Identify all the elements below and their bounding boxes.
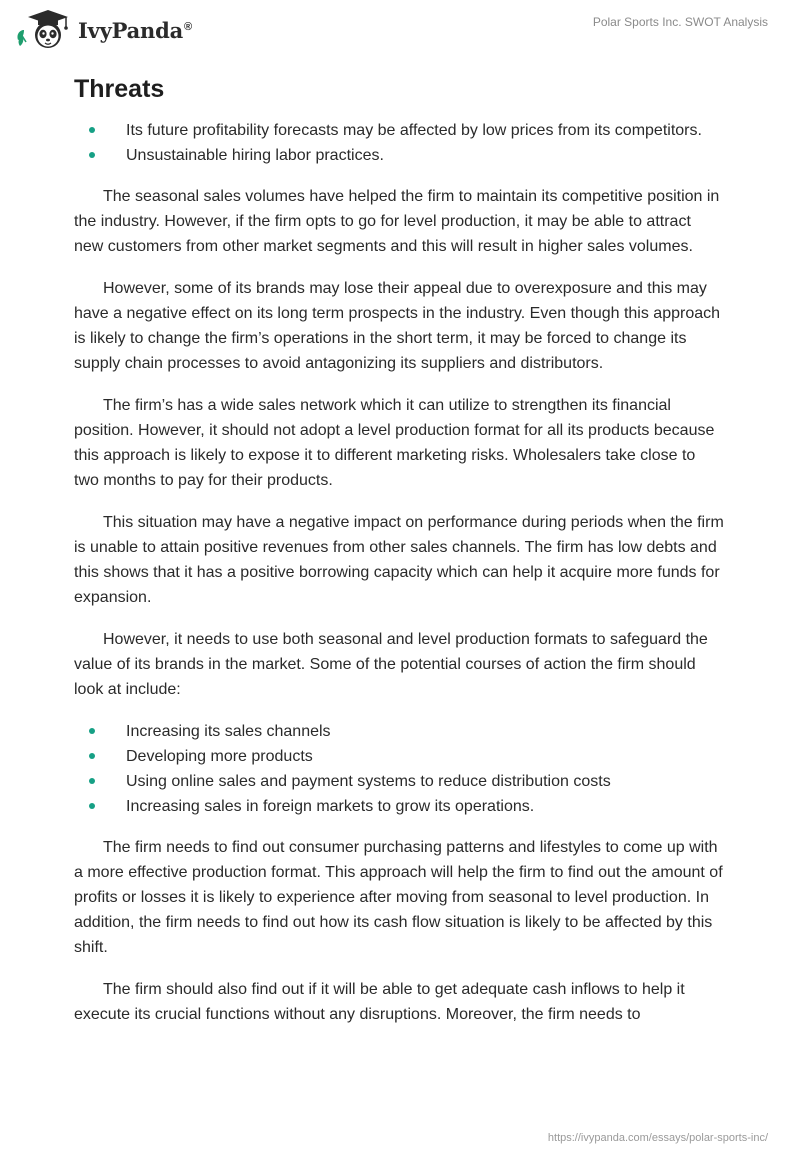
- panda-graduation-cap-icon: [14, 8, 74, 50]
- source-url[interactable]: https://ivypanda.com/essays/polar-sports-inc/: [547, 1132, 768, 1144]
- list-item: Increasing sales in foreign markets to grow its operations.: [74, 794, 724, 819]
- essay-content: [74, 72, 724, 1027]
- bullet-icon: [89, 728, 95, 734]
- paragraph: This situation may have a negative impact on performance during periods when the firm is unable to attain positive revenues from other sales channels. The firm has low debts and this shows that it has a positive borrowing capacity which can help it acquire more funds for expansion.: [74, 514, 724, 606]
- list-item: Developing more products: [74, 744, 724, 769]
- paragraph: However, it needs to use both seasonal and level production formats to safeguard the value of its brands in the market. Some of the potential courses of action the firm should look at include:: [74, 631, 708, 698]
- bullet-icon: [89, 127, 95, 133]
- registered-mark: ®: [184, 20, 192, 33]
- bullet-icon: [89, 778, 95, 784]
- actions-list: [74, 719, 724, 819]
- paragraph: The firm needs to find out consumer purchasing patterns and lifestyles to come up with a more effective production format. This approach will help the firm to find out the amount of profits or losses it is likely to experience after moving from seasonal to level production. In addition, the firm needs to find out how its cash flow situation is likely to be affected by this shift.: [74, 839, 723, 956]
- list-item: Unsustainable hiring labor practices.: [74, 143, 724, 168]
- bullet-icon: [89, 753, 95, 759]
- threats-list: [74, 118, 724, 168]
- list-item: Increasing its sales channels: [74, 719, 724, 744]
- page-header: [0, 0, 800, 70]
- paragraph: The firm’s has a wide sales network which it can utilize to strengthen its financial position. However, it should not adopt a level production format for all its products because this approach is likely to expose it to different marketing risks. Wholesalers take close to two months to pay for their products.: [74, 397, 715, 489]
- paragraph: However, some of its brands may lose their appeal due to overexposure and this may have a negative effect on its long term prospects in the industry. Even though this approach is likely to change the firm’s operations in the short term, it may be forced to change its supply chain processes to avoid antagonizing its suppliers and distributors.: [74, 280, 721, 372]
- paragraph: The firm should also find out if it will be able to get adequate cash inflows to help it execute its crucial functions without any disruptions. Moreover, the firm needs to: [74, 981, 685, 1023]
- logo-wordmark: IvyPanda®: [78, 17, 192, 43]
- document-title: Polar Sports Inc. SWOT Analysis: [592, 15, 768, 29]
- list-item: Using online sales and payment systems to reduce distribution costs: [74, 769, 724, 794]
- bullet-icon: [89, 803, 95, 809]
- paragraph: The seasonal sales volumes have helped the firm to maintain its competitive position in the industry. However, if the firm opts to go for level production, it may be able to attract new customers from other market segments and this will result in higher sales volumes.: [74, 188, 720, 255]
- ivypanda-logo[interactable]: [14, 8, 192, 50]
- section-heading: Threats: [74, 75, 165, 103]
- list-item: Its future profitability forecasts may be affected by low prices from its competitors.: [74, 118, 724, 143]
- bullet-icon: [89, 152, 95, 158]
